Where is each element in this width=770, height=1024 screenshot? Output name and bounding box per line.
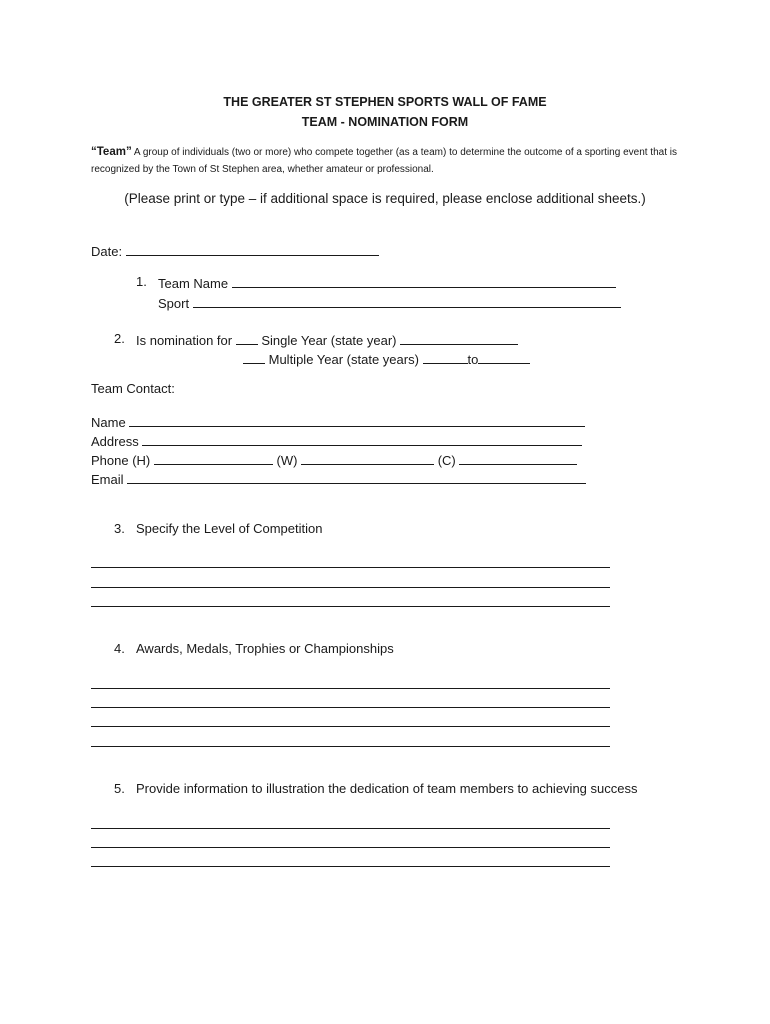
start-year-field[interactable] bbox=[423, 350, 468, 364]
contact-email-row bbox=[91, 470, 586, 487]
team-definition bbox=[91, 144, 691, 178]
home-phone-label: Phone (H) bbox=[91, 453, 151, 468]
single-year-label: Single Year (state year) bbox=[261, 333, 397, 348]
competition-level-line[interactable] bbox=[91, 587, 610, 588]
definition-term: “Team” bbox=[91, 146, 132, 158]
competition-level-label: Specify the Level of Competition bbox=[136, 521, 323, 536]
contact-email-label: Email bbox=[91, 472, 124, 487]
work-phone-field[interactable] bbox=[301, 451, 434, 465]
contact-name-row bbox=[91, 413, 585, 430]
section-1-number: 1. bbox=[136, 274, 147, 289]
sport-field[interactable] bbox=[193, 294, 621, 308]
awards-line[interactable] bbox=[91, 746, 610, 747]
contact-email-field[interactable] bbox=[127, 470, 586, 484]
nomination-type-row bbox=[136, 331, 518, 348]
cell-phone-field[interactable] bbox=[459, 451, 577, 465]
date-row bbox=[91, 242, 379, 259]
date-field[interactable] bbox=[126, 242, 379, 256]
dedication-label: Provide information to illustration the dedication of team members to achieving success bbox=[136, 781, 638, 796]
contact-address-row bbox=[91, 432, 582, 449]
end-year-field[interactable] bbox=[478, 350, 530, 364]
team-name-row bbox=[158, 274, 616, 291]
competition-level-line[interactable] bbox=[91, 606, 610, 607]
sport-label: Sport bbox=[158, 296, 190, 311]
cell-phone-label: (C) bbox=[437, 453, 456, 468]
awards-line[interactable] bbox=[91, 688, 610, 689]
work-phone-label: (W) bbox=[276, 453, 298, 468]
sport-row bbox=[158, 294, 621, 311]
team-name-label: Team Name bbox=[158, 276, 229, 291]
dedication-line[interactable] bbox=[91, 828, 610, 829]
multiple-year-row bbox=[243, 350, 530, 367]
date-label: Date: bbox=[91, 244, 123, 259]
form-title: THE GREATER ST STEPHEN SPORTS WALL OF FAME bbox=[223, 95, 547, 109]
dedication-line[interactable] bbox=[91, 866, 610, 867]
section-3-number: 3. bbox=[114, 521, 125, 536]
definition-text: A group of individuals (two or more) who compete together (as a team) to determine the outcome of a sporting event that is recognized by the Town of St Stephen area, whether amateur or professional. bbox=[91, 147, 677, 175]
contact-address-field[interactable] bbox=[142, 432, 582, 446]
contact-phone-row bbox=[91, 451, 577, 468]
multiple-year-label: Multiple Year (state years) bbox=[268, 352, 419, 367]
to-label: to bbox=[467, 352, 479, 367]
multiple-year-checkbox[interactable] bbox=[243, 350, 265, 364]
home-phone-field[interactable] bbox=[154, 451, 273, 465]
section-2-number: 2. bbox=[114, 331, 125, 346]
section-4-number: 4. bbox=[114, 641, 125, 656]
single-year-field[interactable] bbox=[400, 331, 518, 345]
nomination-label: Is nomination for bbox=[136, 333, 233, 348]
awards-line[interactable] bbox=[91, 726, 610, 727]
form-subtitle: TEAM - NOMINATION FORM bbox=[301, 115, 469, 129]
team-name-field[interactable] bbox=[232, 274, 616, 288]
section-5-number: 5. bbox=[114, 781, 125, 796]
instructions-note: (Please print or type – if additional space is required, please enclose additional sheets.) bbox=[124, 191, 646, 206]
contact-name-label: Name bbox=[91, 415, 126, 430]
awards-line[interactable] bbox=[91, 707, 610, 708]
team-contact-heading: Team Contact: bbox=[91, 381, 175, 396]
single-year-checkbox[interactable] bbox=[236, 331, 258, 345]
contact-address-label: Address bbox=[91, 434, 139, 449]
competition-level-line[interactable] bbox=[91, 567, 610, 568]
dedication-line[interactable] bbox=[91, 847, 610, 848]
contact-name-field[interactable] bbox=[129, 413, 585, 427]
awards-label: Awards, Medals, Trophies or Championships bbox=[136, 641, 394, 656]
